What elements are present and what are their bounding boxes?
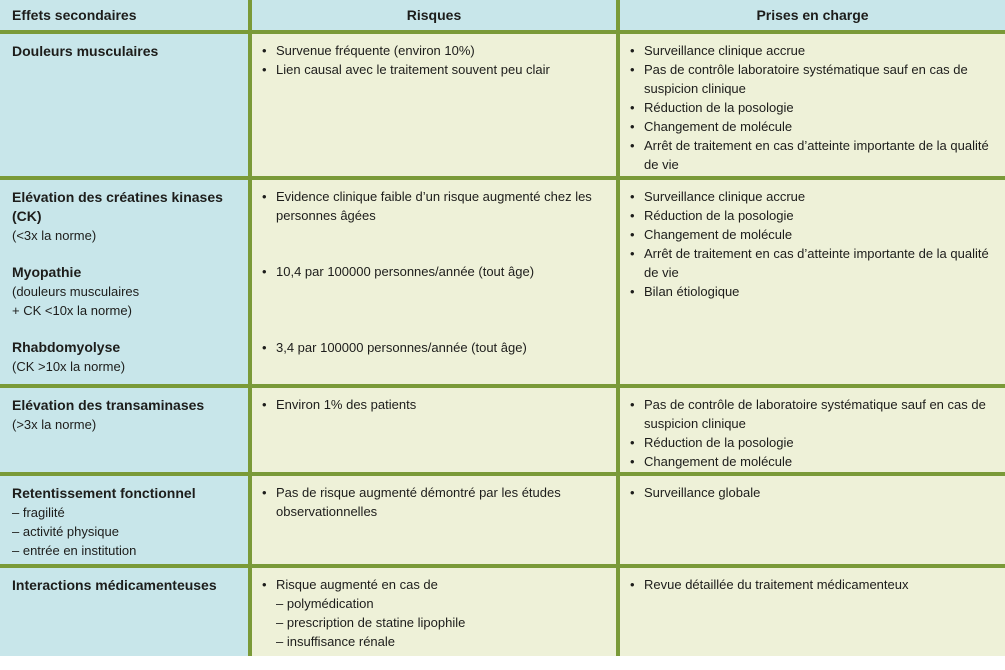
care-item: • Bilan étiologique [630,282,997,301]
effect-title: Retentissement fonctionnel [12,485,196,501]
effect-title: Douleurs musculaires [12,43,159,59]
risk-item: • Pas de risque augmenté démontré par les études observationnelles [262,483,608,521]
risks-cell [250,474,618,566]
risks-cell [250,178,618,386]
risks-cell [250,386,618,474]
risk-item [262,575,608,651]
risk-item: • Lien causal avec le traitement souvent peu clair [262,60,608,79]
risk-item-label: Risque augmenté en cas de [276,577,438,592]
table-row [0,32,1005,178]
risk-item: • Survenue fréquente (environ 10%) [262,41,608,60]
effect-note: (<3x la norme) [12,228,97,243]
risk-item: • 10,4 par 100000 personnes/année (tout âge) [262,262,608,281]
care-item: • Changement de molécule [630,225,997,244]
effect-subitem: – fragilité [12,505,65,520]
effect-title: Elévation des créatines kinases (CK) [12,189,223,224]
care-item: • Réduction de la posologie [630,206,997,225]
effect-cell [0,566,250,656]
effect-title: Myopathie [12,264,82,280]
effect-subitem: – activité physique [12,524,119,539]
table-row [0,386,1005,474]
table-row [0,474,1005,566]
care-item: • Changement de molécule [630,452,997,471]
care-item: • Pas de contrôle laboratoire systématique sauf en cas de suspicion clinique [630,60,997,98]
care-item: • Réduction de la posologie [630,98,997,117]
effect-note: + CK <10x la norme) [12,303,132,318]
care-cell [618,32,1005,178]
effect-cell [0,386,250,474]
table-header-row [0,0,1005,32]
care-item: • Surveillance globale [630,483,997,502]
effect-cell [0,474,250,566]
header-effects: Effets secondaires [0,0,250,32]
care-cell [618,474,1005,566]
care-item: • Surveillance clinique accrue [630,187,997,206]
effect-title: Elévation des transaminases [12,397,205,413]
risks-cell [250,566,618,656]
care-item: • Revue détaillée du traitement médicamenteux [630,575,997,594]
care-item: • Surveillance clinique accrue [630,41,997,60]
care-item: • Changement de molécule [630,117,997,136]
risk-subitem: – prescription de statine lipophile [276,615,466,630]
table-row [0,566,1005,656]
risks-cell [250,32,618,178]
care-item: • Pas de contrôle de laboratoire systématique sauf en cas de suspicion clinique [630,395,997,433]
effect-note: (>3x la norme) [12,417,97,432]
risk-item: • 3,4 par 100000 personnes/année (tout âge) [262,338,608,357]
effect-cell [0,178,250,386]
risk-subitem: – polymédication [276,596,374,611]
care-item: • Arrêt de traitement en cas d’atteinte importante de la qualité de vie [630,136,997,174]
effect-cell [0,32,250,178]
header-risks: Risques [250,0,618,32]
risk-subitem: – insuffisance rénale [276,634,396,649]
risk-item: • Environ 1% des patients [262,395,608,414]
table-row [0,178,1005,386]
care-item: • Arrêt de traitement en cas d’atteinte importante de la qualité de vie [630,244,997,282]
risk-item: • Evidence clinique faible d’un risque augmenté chez les personnes âgées [262,187,608,225]
care-cell [618,386,1005,474]
care-cell [618,178,1005,386]
effect-note: (CK >10x la norme) [12,359,126,374]
care-item: • Réduction de la posologie [630,433,997,452]
effect-subitem: – entrée en institution [12,543,137,558]
effect-title: Rhabdomyolyse [12,339,121,355]
effect-title: Interactions médicamenteuses [12,577,217,593]
care-cell [618,566,1005,656]
header-care: Prises en charge [618,0,1005,32]
effect-note: (douleurs musculaires [12,284,140,299]
